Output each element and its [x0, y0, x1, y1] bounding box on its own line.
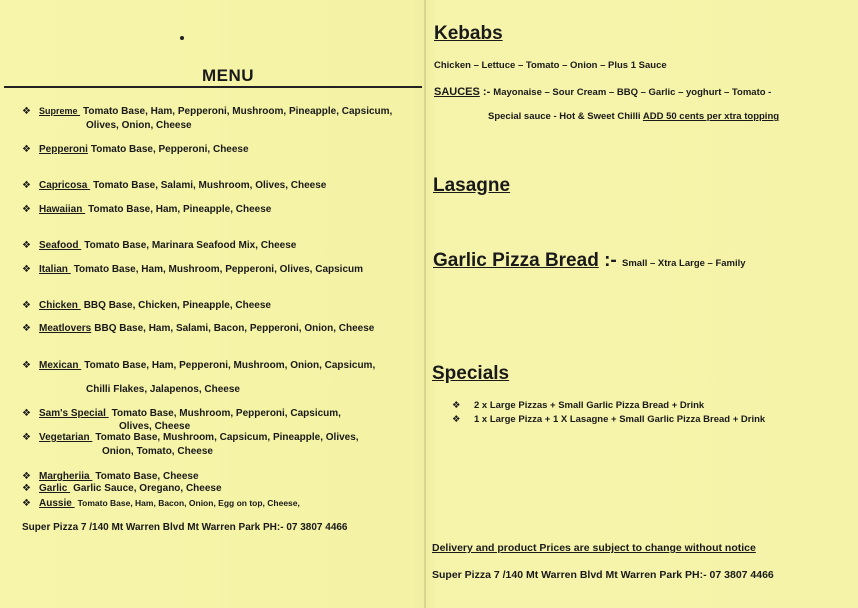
- menu-divider: [4, 86, 422, 88]
- kebab-sauces-continued: Special sauce - Hot & Sweet Chilli ADD 50 cents per xtra topping: [488, 111, 780, 122]
- menu-item-chicken: ❖ Chicken BBQ Base, Chicken, Pineapple, Cheese: [22, 300, 271, 311]
- sauces-list: Mayonaise – Sour Cream – BBQ – Garlic – yoghurt – Tomato -: [493, 87, 772, 98]
- page-fold: [424, 0, 426, 608]
- specials-heading: Specials: [432, 363, 510, 384]
- ink-dot: [180, 36, 184, 40]
- kebab-fillings: Chicken – Lettuce – Tomato – Onion – Plus 1 Sauce: [434, 60, 667, 71]
- special-item: ❖ 2 x Large Pizzas + Small Garlic Pizza Bread + Drink: [452, 400, 705, 411]
- menu-title: MENU: [202, 66, 255, 85]
- sauces-label: SAUCES: [434, 86, 480, 98]
- store-address-left: Super Pizza 7 /140 Mt Warren Blvd Mt Warren Park PH:- 07 3807 4466: [22, 522, 348, 533]
- menu-item-garlic: ❖ Garlic Garlic Sauce, Oregano, Cheese: [22, 483, 222, 494]
- garlic-bread-line: Garlic Pizza Bread :- Small – Xtra Large – Family: [433, 250, 746, 271]
- kebab-sauces: SAUCES :- Mayonaise – Sour Cream – BBQ – Garlic – yoghurt – Tomato -: [434, 86, 772, 98]
- garlic-bread-heading: Garlic Pizza Bread: [433, 250, 599, 271]
- menu-item-capricosa: ❖ Capricosa Tomato Base, Salami, Mushroom, Olives, Cheese: [22, 180, 327, 191]
- menu-item-supreme: ❖ Supreme Tomato Base, Ham, Pepperoni, Mushroom, Pineapple, Capsicum, Olives, Onion, Cheese: [22, 106, 393, 131]
- menu-item-aussie: ❖ Aussie Tomato Base, Ham, Bacon, Onion, Egg on top, Cheese,: [22, 498, 300, 509]
- menu-item-seafood: ❖ Seafood Tomato Base, Marinara Seafood Mix, Cheese: [22, 240, 297, 251]
- menu-item-sams-special: ❖ Sam's Special Tomato Base, Mushroom, Pepperoni, Capsicum, Olives, Cheese: [22, 408, 341, 432]
- menu-item-italian: ❖ Italian Tomato Base, Ham, Mushroom, Pepperoni, Olives, Capsicum: [22, 264, 364, 275]
- menu-item-vegetarian: ❖ Vegetarian Tomato Base, Mushroom, Capsicum, Pineapple, Olives, Onion, Tomato, Cheese: [22, 432, 359, 457]
- kebabs-heading: Kebabs: [434, 23, 503, 44]
- menu-item-margherita: ❖ Margheriia Tomato Base, Cheese: [22, 471, 199, 482]
- store-address-right: Super Pizza 7 /140 Mt Warren Blvd Mt Warren Park PH:- 07 3807 4466: [432, 569, 774, 581]
- menu-item-meatlovers: ❖ Meatlovers BBQ Base, Ham, Salami, Bacon, Pepperoni, Onion, Cheese: [22, 323, 375, 334]
- special-item: ❖ 1 x Large Pizza + 1 X Lasagne + Small Garlic Pizza Bread + Drink: [452, 414, 766, 425]
- extra-topping-note: ADD 50 cents per xtra topping: [642, 111, 780, 122]
- menu-item-mexican: ❖ Mexican Tomato Base, Ham, Pepperoni, Mushroom, Onion, Capsicum, Chilli Flakes, Jalapenos, Cheese: [22, 360, 376, 395]
- menu-item-hawaiian: ❖ Hawaiian Tomato Base, Ham, Pineapple, Cheese: [22, 204, 272, 215]
- price-change-notice: Delivery and product Prices are subject to change without notice: [432, 542, 756, 554]
- menu-item-pepperoni: ❖ Pepperoni Tomato Base, Pepperoni, Cheese: [22, 144, 249, 155]
- lasagne-heading: Lasagne: [433, 175, 511, 196]
- garlic-bread-sizes: Small – Xtra Large – Family: [622, 258, 746, 269]
